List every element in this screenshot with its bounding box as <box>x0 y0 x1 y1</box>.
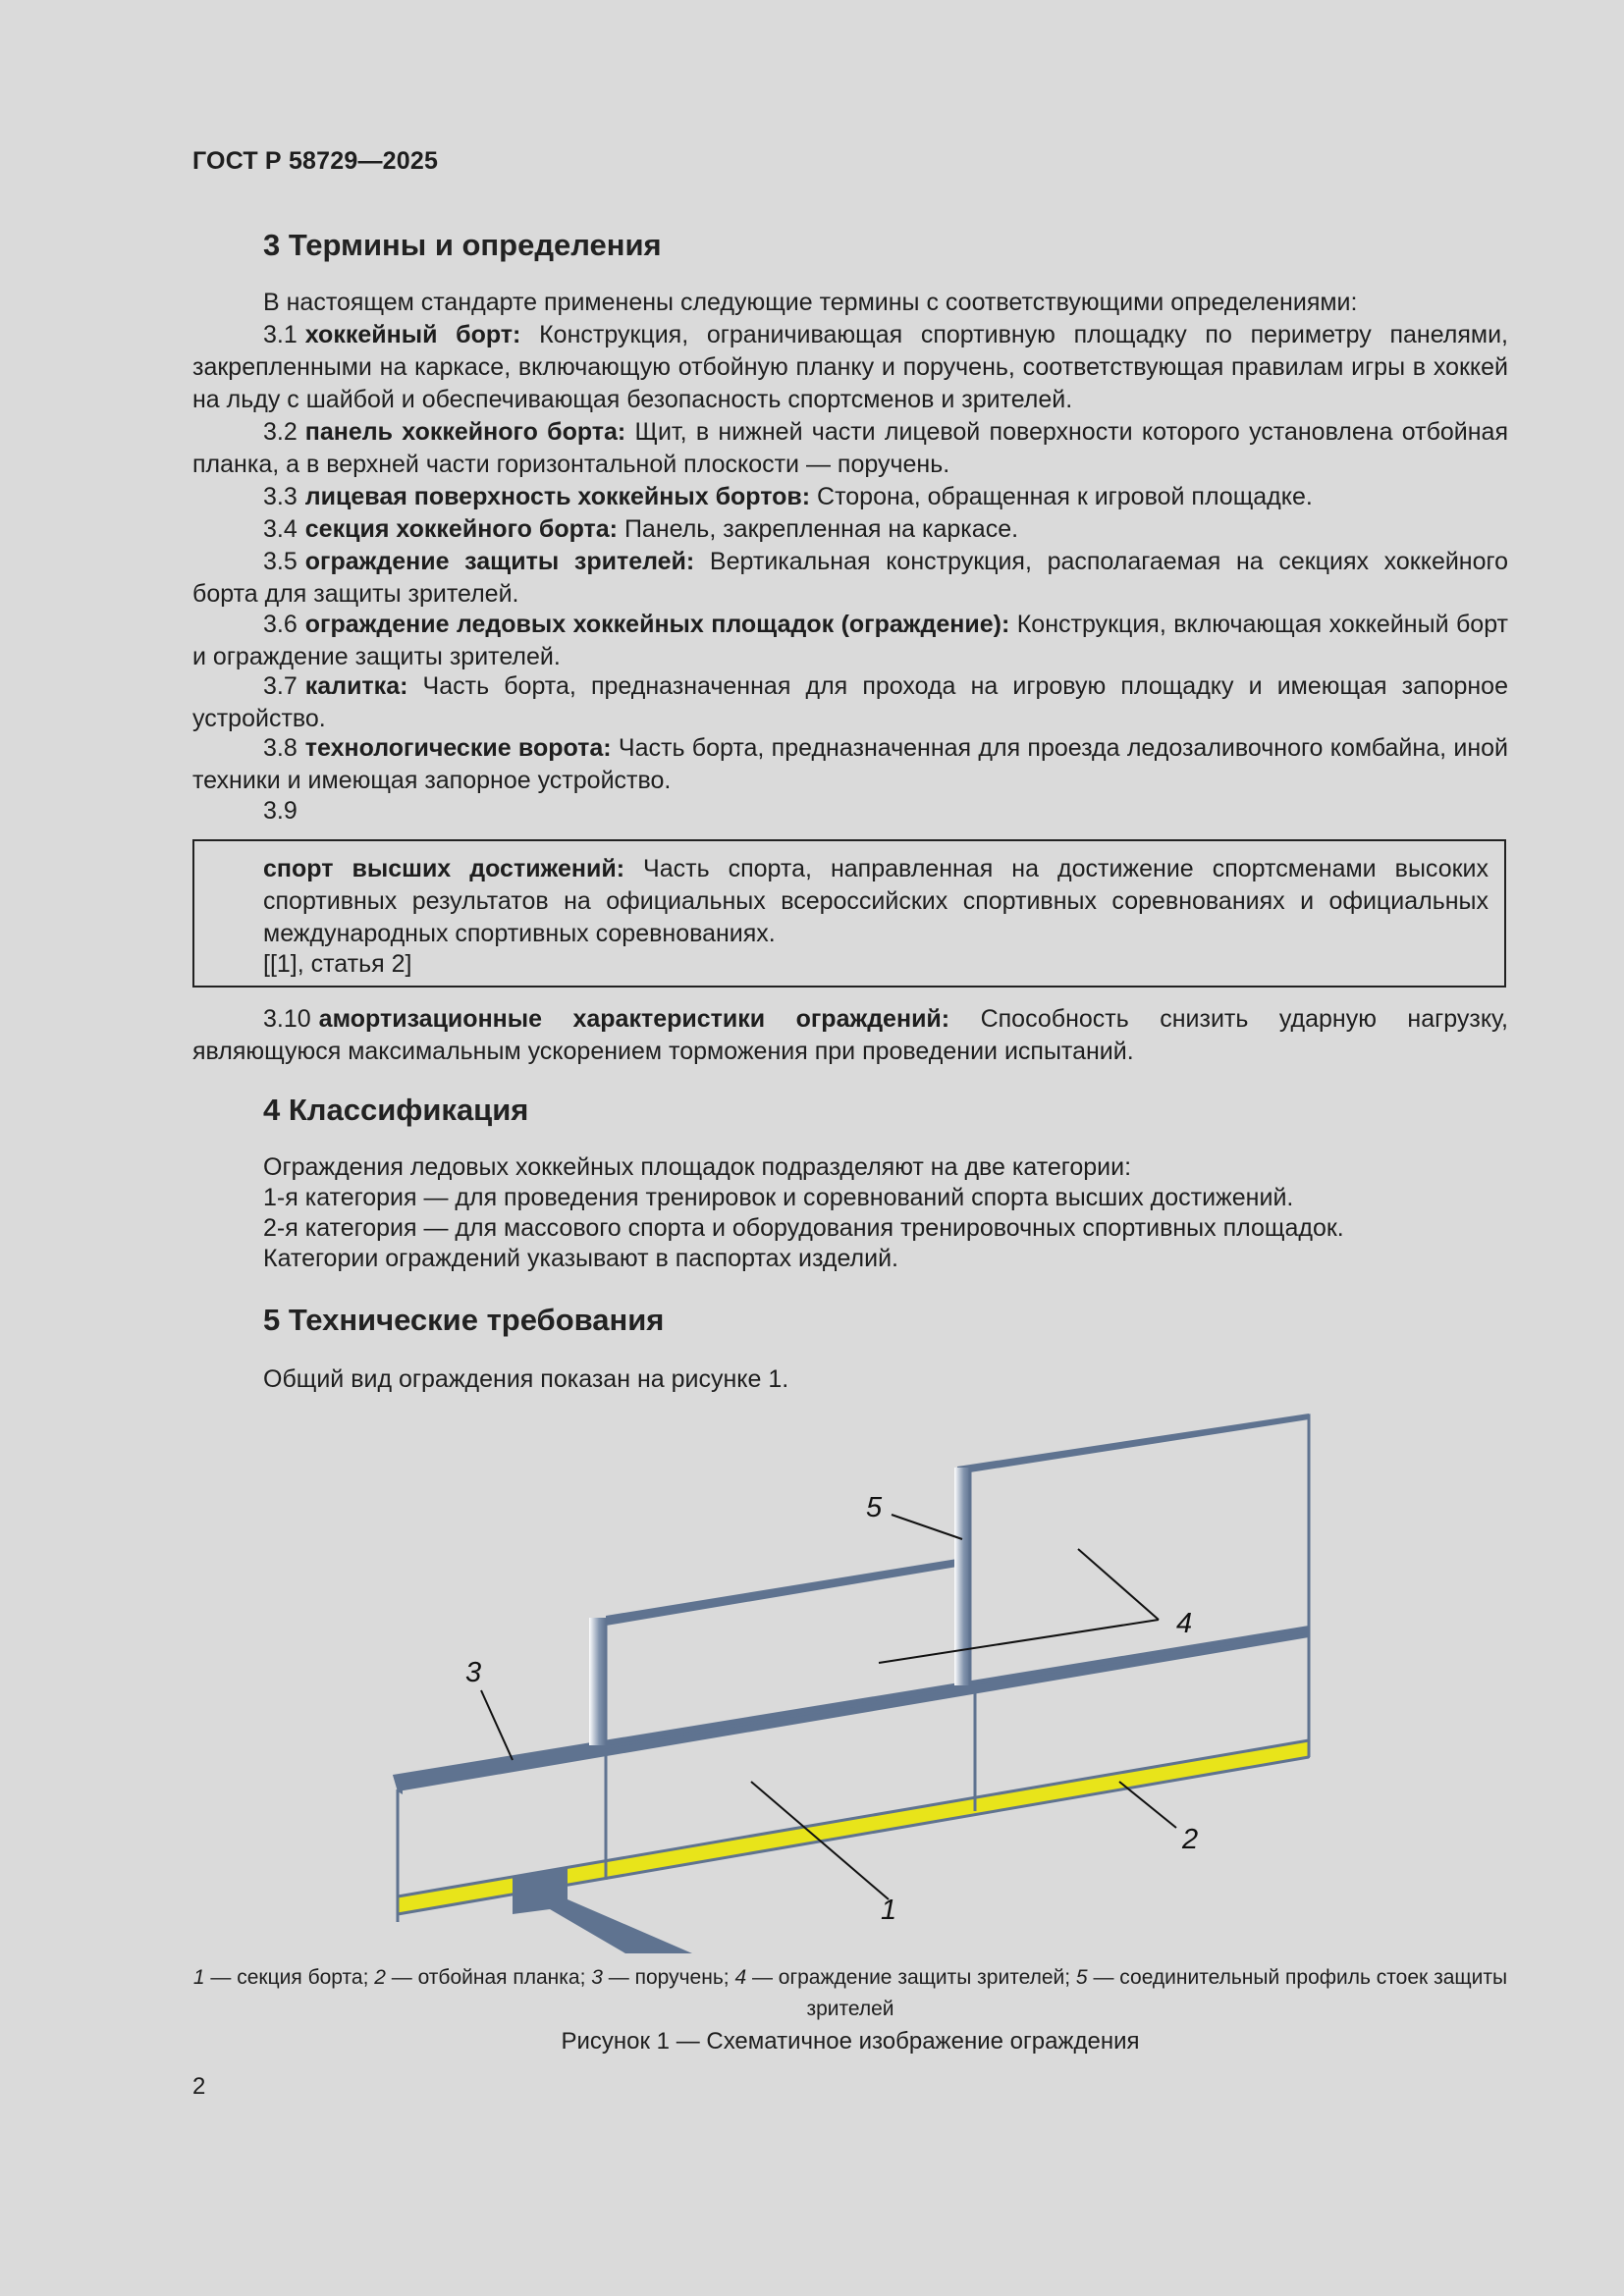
classification-line: 1-я категория — для проведения тренировок и соревнований спорта высших достижений. <box>263 1184 1294 1211</box>
term-name: лицевая поверхность хоккейных бортов: <box>304 483 811 510</box>
classification-line: Ограждения ледовых хоккейных площадок подразделяют на две категории: <box>263 1153 1132 1181</box>
term-definition: Конструкция, ограничивающая спортивную площадку по периметру панелями, закрепленными на каркасе, включающую отбойную планку и поручень, соответствующая правилам игры в хоккей на льду с шайбой и обеспечивающая безопасность спортсменов и зрителей. <box>192 321 1508 413</box>
section-3-title: 3 Термины и определения <box>263 228 662 262</box>
leader-line-4b <box>879 1620 1159 1663</box>
classification-line: 2-я категория — для массового спорта и оборудования тренировочных спортивных площадок. <box>263 1214 1344 1242</box>
leader-line-2 <box>1119 1782 1176 1828</box>
callout-1: 1 <box>881 1895 897 1926</box>
term-definition: Конструкция, включающая хоккейный борт и ограждение защиты зрителей. <box>192 611 1508 670</box>
term-name: технологические ворота: <box>304 734 612 762</box>
term-3-9-number: 3.9 <box>263 797 298 825</box>
term-definition: Щит, в нижней части лицевой поверхности которого установлена отбойная планка, а в верхней части горизонтальной плоскости — поручень. <box>192 418 1508 478</box>
leader-line-3 <box>481 1690 513 1760</box>
term-number: 3.6 <box>263 611 298 638</box>
term-number: 3.4 <box>263 515 298 543</box>
section-3-intro: В настоящем стандарте применены следующие термины с соответствующими определениями: <box>263 289 1358 316</box>
spectator-protection-top <box>606 1559 957 1626</box>
term-name: секция хоккейного борта: <box>304 515 619 543</box>
callout-4: 4 <box>1176 1608 1193 1639</box>
figure-legend: 1 — секция борта; 2 — отбойная планка; 3 — поручень; 4 — ограждение защиты зрителей; 5 — соединительный профиль стоек защиты зрителей <box>192 1966 1508 2020</box>
term-definition: Панель, закрепленная на каркасе. <box>618 515 1019 543</box>
term-name: панель хоккейного борта: <box>304 418 626 446</box>
classification-line: Категории ограждений указывают в паспортах изделий. <box>263 1245 898 1272</box>
callout-5: 5 <box>866 1492 883 1523</box>
term-definition: Способность снизить ударную нагрузку, являющуюся максимальным ускорением торможения при проведении испытаний. <box>192 1005 1508 1065</box>
spectator-protection-post <box>589 1618 606 1745</box>
term-definition: Часть борта, предназначенная для проезда ледозаливочного комбайна, иной техники и имеющая запорное устройство. <box>192 734 1508 794</box>
section-5-intro: Общий вид ограждения показан на рисунке 1. <box>263 1365 789 1393</box>
term-number: 3.3 <box>263 483 298 510</box>
callout-2: 2 <box>1182 1824 1199 1855</box>
page-header: ГОСТ Р 58729—2025 <box>192 147 439 175</box>
term-name: ограждение ледовых хоккейных площадок (ограждение): <box>304 611 1010 638</box>
term-definition: Часть спорта, направленная на достижение спортсменами высоких спортивных результатов на официальных всероссийских спортивных соревнованиях и официальных международных спортивных соревнованиях. <box>263 855 1489 947</box>
term-name: амортизационные характеристики ограждений: <box>318 1005 950 1033</box>
term-definition: Сторона, обращенная к игровой площадке. <box>810 483 1313 510</box>
spectator-protection-top <box>957 1414 1309 1474</box>
term-number: 3.5 <box>263 548 298 575</box>
term-name: калитка: <box>304 672 408 700</box>
term-name: ограждение защиты зрителей: <box>304 548 695 575</box>
term-definition: Вертикальная конструкция, располагаемая на секциях хоккейного борта для защиты зрителей. <box>192 548 1508 608</box>
term-name: спорт высших достижений: <box>263 855 625 882</box>
term-number: 3.10 <box>263 1005 311 1033</box>
callout-3: 3 <box>465 1657 482 1688</box>
handrail-end <box>393 1775 403 1794</box>
section-4-title: 4 Классификация <box>263 1093 529 1127</box>
term-number: 3.2 <box>263 418 298 446</box>
term-number: 3.7 <box>263 672 298 700</box>
section-5-title: 5 Технические требования <box>263 1303 665 1337</box>
term-number: 3.1 <box>263 321 298 348</box>
term-number: 3.8 <box>263 734 298 762</box>
connecting-profile <box>954 1468 970 1685</box>
leader-line-4a <box>1078 1549 1159 1620</box>
page-number: 2 <box>192 2073 206 2100</box>
term-definition: Часть борта, предназначенная для прохода на игровую площадку и имеющая запорное устройство. <box>192 672 1508 732</box>
figure-caption: Рисунок 1 — Схематичное изображение ограждения <box>561 2028 1140 2055</box>
term-name: хоккейный борт: <box>304 321 521 348</box>
term-source-reference: [[1], статья 2] <box>263 950 412 978</box>
leader-line-5 <box>892 1515 962 1539</box>
